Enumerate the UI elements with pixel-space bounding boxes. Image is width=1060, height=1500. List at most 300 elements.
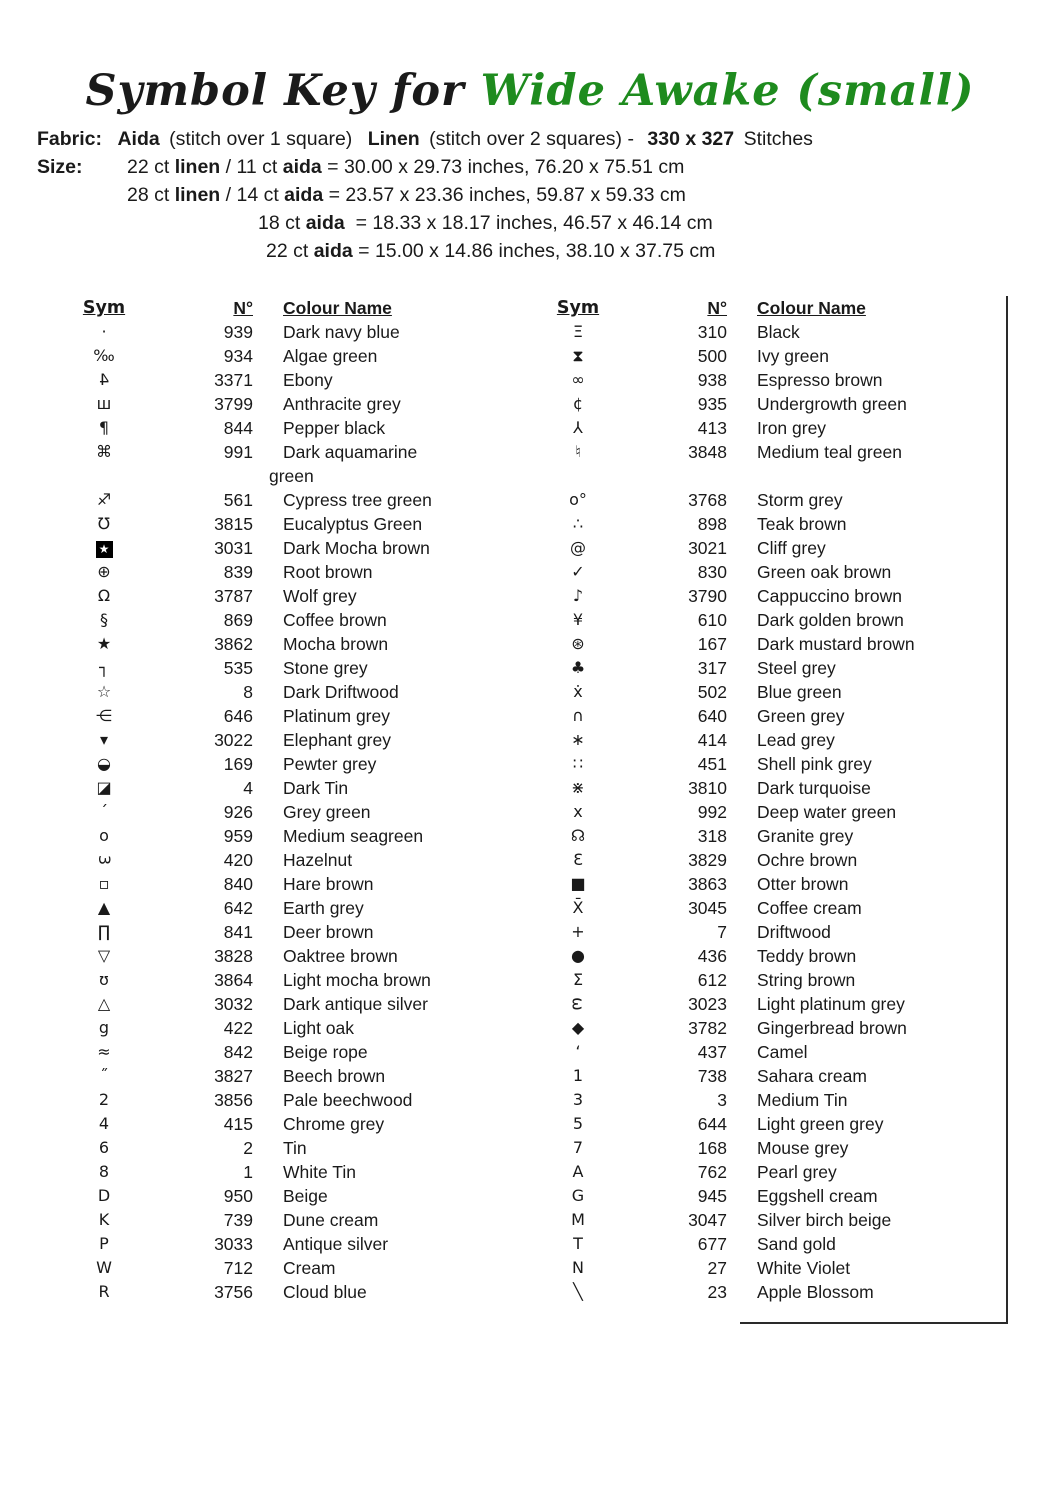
size-line xyxy=(266,240,715,263)
stitch-symbol: 5 xyxy=(572,1114,584,1133)
key-row xyxy=(534,1256,984,1280)
colour-name: Hare brown xyxy=(283,874,374,894)
colour-name: Lead grey xyxy=(757,730,835,750)
colour-name: Camel xyxy=(757,1042,808,1062)
thread-number: 935 xyxy=(697,394,727,414)
key-row xyxy=(534,1232,984,1256)
stitch-symbol: ▾ xyxy=(99,730,109,749)
stitch-symbol: ∴ xyxy=(572,514,584,533)
colour-name: Deep water green xyxy=(757,802,897,822)
colour-name: Pewter grey xyxy=(283,754,377,774)
thread-number: 414 xyxy=(697,730,727,750)
key-row xyxy=(60,680,510,704)
stitch-symbol: ⌘ xyxy=(96,442,112,461)
colour-name: Oaktree brown xyxy=(283,946,398,966)
key-row xyxy=(60,1256,510,1280)
stitch-symbol: ∷ xyxy=(572,754,584,773)
thread-number: 934 xyxy=(223,346,253,366)
stitch-symbol: ∞ xyxy=(571,370,585,389)
key-row xyxy=(60,584,510,608)
key-row xyxy=(60,1136,510,1160)
key-row xyxy=(60,1280,510,1304)
key-row xyxy=(60,704,510,728)
colour-name: Espresso brown xyxy=(757,370,883,390)
colour-name: Mouse grey xyxy=(757,1138,849,1158)
colour-name: Driftwood xyxy=(757,922,831,942)
stitches-word: Stitches xyxy=(743,128,813,150)
key-row xyxy=(534,968,984,992)
stitch-symbol: ´ xyxy=(100,802,108,821)
key-row xyxy=(534,800,984,824)
thread-number: 168 xyxy=(697,1138,727,1158)
thread-number: 677 xyxy=(697,1234,727,1254)
colour-name: Beige rope xyxy=(283,1042,368,1062)
colour-name: Ivy green xyxy=(757,346,829,366)
title-prefix: Symbol Key for xyxy=(85,66,465,116)
size-text: = 30.00 x 29.73 inches, 76.20 x 75.51 cm xyxy=(321,156,685,178)
thread-number: 898 xyxy=(697,514,727,534)
key-row xyxy=(60,1016,510,1040)
thread-number: 3782 xyxy=(688,1018,727,1038)
key-row xyxy=(534,752,984,776)
key-row xyxy=(60,368,510,392)
fabric-label: Fabric: xyxy=(37,128,103,150)
colour-name: Wolf grey xyxy=(283,586,357,606)
thread-number: 23 xyxy=(707,1282,727,1302)
colour-name: Deer brown xyxy=(283,922,374,942)
colour-name: Gingerbread brown xyxy=(757,1018,907,1038)
key-row xyxy=(60,488,510,512)
colour-name: Dark mustard brown xyxy=(757,634,915,654)
size-text: / 14 ct xyxy=(220,184,285,206)
key-row xyxy=(534,1016,984,1040)
fabric-linen: Linen xyxy=(367,128,420,150)
stitch-symbol: 8 xyxy=(98,1162,110,1181)
stitch-symbol: T xyxy=(573,1234,583,1253)
stitch-symbol: ⋇ xyxy=(571,778,585,797)
thread-number: 762 xyxy=(697,1162,727,1182)
key-row xyxy=(60,392,510,416)
colour-name: Anthracite grey xyxy=(283,394,401,414)
thread-number: 3756 xyxy=(214,1282,253,1302)
colour-name: Medium teal green xyxy=(757,442,902,462)
stitch-symbol: ⊛ xyxy=(571,634,585,653)
stitch-symbol: · xyxy=(101,322,107,341)
colour-name: Pearl grey xyxy=(757,1162,837,1182)
stitch-symbol: A xyxy=(572,1162,584,1181)
colour-name: Dark golden brown xyxy=(757,610,904,630)
thread-number: 420 xyxy=(223,850,253,870)
colour-name: Grey green xyxy=(283,802,371,822)
thread-number: 839 xyxy=(223,562,253,582)
thread-number: 991 xyxy=(223,442,253,462)
stitch-symbol: ⋲ xyxy=(96,706,112,725)
thread-number: 612 xyxy=(697,970,727,990)
colour-name: Tin xyxy=(283,1138,307,1158)
key-row xyxy=(60,824,510,848)
colour-name: Teak brown xyxy=(757,514,847,534)
thread-number: 3829 xyxy=(688,850,727,870)
size-aida: aida xyxy=(282,156,322,178)
colour-name: Ochre brown xyxy=(757,850,858,870)
stitch-symbol: ш xyxy=(96,394,112,413)
thread-number: 3787 xyxy=(214,586,253,606)
thread-number: 3862 xyxy=(214,634,253,654)
colour-name: Beech brown xyxy=(283,1066,386,1086)
stitch-symbol: 7 xyxy=(572,1138,584,1157)
colour-name: String brown xyxy=(757,970,856,990)
key-row xyxy=(534,368,984,392)
thread-number: 502 xyxy=(697,682,727,702)
thread-number: 841 xyxy=(223,922,253,942)
thread-number: 646 xyxy=(223,706,253,726)
stitch-symbol: 2 xyxy=(98,1090,110,1109)
stitch-symbol: ◆ xyxy=(571,1018,585,1037)
key-row xyxy=(534,680,984,704)
table-right-border xyxy=(1006,296,1008,1324)
colour-name: Platinum grey xyxy=(283,706,390,726)
colour-name: Black xyxy=(757,322,800,342)
key-row xyxy=(534,632,984,656)
stitch-symbol: g xyxy=(98,1018,110,1037)
stitch-symbol: ⅄ xyxy=(573,418,583,437)
colour-name: Antique silver xyxy=(283,1234,389,1254)
key-row xyxy=(534,1064,984,1088)
thread-number: 500 xyxy=(697,346,727,366)
stitch-symbol: Ω xyxy=(97,586,111,605)
colour-name: Dark Tin xyxy=(283,778,349,798)
thread-number: 167 xyxy=(697,634,727,654)
colour-name: Sand gold xyxy=(757,1234,836,1254)
key-row xyxy=(60,968,510,992)
stitch-symbol: ∗ xyxy=(571,730,585,749)
stitch-symbol: ¥ xyxy=(572,610,584,629)
colour-name: Cappuccino brown xyxy=(757,586,902,606)
thread-number: 3815 xyxy=(214,514,253,534)
colour-name: Dark turquoise xyxy=(757,778,871,798)
colour-name: Hazelnut xyxy=(283,850,353,870)
key-row xyxy=(60,896,510,920)
stitch-symbol: ● xyxy=(571,946,585,965)
key-row xyxy=(60,848,510,872)
thread-number: 3045 xyxy=(688,898,727,918)
thread-number: 561 xyxy=(223,490,253,510)
thread-number: 842 xyxy=(223,1042,253,1062)
thread-number: 938 xyxy=(697,370,727,390)
key-row xyxy=(534,536,984,560)
key-row xyxy=(534,848,984,872)
column-header-number: N° xyxy=(707,298,727,318)
colour-name: Otter brown xyxy=(757,874,849,894)
stitch-symbol: R xyxy=(98,1282,110,1301)
thread-number: 642 xyxy=(223,898,253,918)
stitch-symbol: ♪ xyxy=(572,586,584,605)
thread-number: 992 xyxy=(697,802,727,822)
stitch-symbol: ★ xyxy=(96,634,112,653)
thread-number: 1 xyxy=(243,1162,253,1182)
thread-number: 3810 xyxy=(688,778,727,798)
colour-name: Silver birch beige xyxy=(757,1210,892,1230)
thread-number: 3827 xyxy=(214,1066,253,1086)
colour-name: White Tin xyxy=(283,1162,356,1182)
fabric-aida: Aida xyxy=(117,128,160,150)
thread-number: 869 xyxy=(223,610,253,630)
key-row xyxy=(534,1040,984,1064)
key-row xyxy=(534,488,984,512)
key-row xyxy=(534,1160,984,1184)
size-text: / 11 ct xyxy=(220,156,283,178)
thread-number: 437 xyxy=(697,1042,727,1062)
size-aida: aida xyxy=(305,212,345,234)
colour-name: Medium Tin xyxy=(757,1090,848,1110)
stitch-symbol: P xyxy=(99,1234,109,1253)
key-row xyxy=(534,920,984,944)
colour-name: Cypress tree green xyxy=(283,490,432,510)
key-row xyxy=(60,344,510,368)
key-row xyxy=(534,344,984,368)
thread-number: 712 xyxy=(223,1258,253,1278)
thread-number: 959 xyxy=(223,826,253,846)
size-text: = 15.00 x 14.86 inches, 38.10 x 37.75 cm xyxy=(352,240,716,262)
column-header-sym: Sym xyxy=(82,298,126,318)
stitch-symbol: X̄ xyxy=(572,898,584,917)
fabric-line xyxy=(37,128,813,151)
stitch-symbol: ▲ xyxy=(97,898,111,917)
stitch-symbol: 4 xyxy=(98,1114,110,1133)
thread-number: 3022 xyxy=(214,730,253,750)
key-row xyxy=(60,1184,510,1208)
stitch-symbol: W xyxy=(96,1258,112,1277)
key-row xyxy=(60,1160,510,1184)
key-row xyxy=(60,608,510,632)
thread-number: 7 xyxy=(717,922,727,942)
key-row xyxy=(534,704,984,728)
thread-number: 3828 xyxy=(214,946,253,966)
stitch-symbol: ◒ xyxy=(97,754,111,773)
table-bottom-border xyxy=(740,1322,1008,1324)
thread-number: 27 xyxy=(707,1258,727,1278)
key-row xyxy=(60,512,510,536)
thread-number: 8 xyxy=(243,682,253,702)
thread-number: 3371 xyxy=(214,370,253,390)
symbol-key-column-left xyxy=(60,296,510,1304)
thread-number: 3799 xyxy=(214,394,253,414)
colour-name: Green grey xyxy=(757,706,845,726)
colour-name: Green oak brown xyxy=(757,562,892,582)
key-row xyxy=(534,584,984,608)
stitch-symbol: △ xyxy=(97,994,111,1013)
key-row xyxy=(60,656,510,680)
key-row xyxy=(534,416,984,440)
stitch-symbol: ♣ xyxy=(570,658,586,677)
stitch-symbol: ♮ xyxy=(575,442,581,461)
key-row xyxy=(60,416,510,440)
key-row xyxy=(60,872,510,896)
thread-number: 413 xyxy=(697,418,727,438)
colour-name: Ebony xyxy=(283,370,333,390)
key-row xyxy=(60,560,510,584)
key-row-spacer xyxy=(534,464,984,488)
key-row xyxy=(534,944,984,968)
thread-number: 4 xyxy=(243,778,253,798)
thread-number: 739 xyxy=(223,1210,253,1230)
column-header-sym: Sym xyxy=(556,298,600,318)
size-line xyxy=(258,212,713,235)
colour-name: Storm grey xyxy=(757,490,843,510)
stitch-symbol: ω xyxy=(569,997,588,1011)
stitch-symbol: ✓ xyxy=(571,562,585,581)
colour-name: Blue green xyxy=(757,682,842,702)
thread-number: 3047 xyxy=(688,1210,727,1230)
colour-name: Algae green xyxy=(283,346,378,366)
colour-name: Beige xyxy=(283,1186,328,1206)
thread-number: 3864 xyxy=(214,970,253,990)
size-text: = 23.57 x 23.36 inches, 59.87 x 59.33 cm xyxy=(323,184,686,206)
size-text: 28 ct xyxy=(127,184,175,206)
colour-name: Undergrowth green xyxy=(757,394,907,414)
key-row xyxy=(534,440,984,464)
key-row xyxy=(534,1184,984,1208)
colour-name: Coffee brown xyxy=(283,610,387,630)
stitch-symbol: ☆ xyxy=(96,682,112,701)
key-row xyxy=(534,1112,984,1136)
key-row xyxy=(534,776,984,800)
fabric-aida-note: (stitch over 1 square) xyxy=(169,128,353,150)
colour-name: Sahara cream xyxy=(757,1066,867,1086)
thread-number: 926 xyxy=(223,802,253,822)
thread-number: 3031 xyxy=(214,538,253,558)
key-row xyxy=(534,1208,984,1232)
stitch-symbol: ☊ xyxy=(570,826,586,845)
stitch-symbol: ‘ xyxy=(575,1042,581,1061)
colour-name: Dark navy blue xyxy=(283,322,400,342)
size-line xyxy=(127,156,684,179)
colour-name: Dark Driftwood xyxy=(283,682,399,702)
thread-number: 169 xyxy=(223,754,253,774)
thread-number: 436 xyxy=(697,946,727,966)
column-header-colour-name: Colour Name xyxy=(283,298,392,318)
stitch-symbol: ˝ xyxy=(100,1066,108,1085)
thread-number: 318 xyxy=(697,826,727,846)
colour-name: Dark Mocha brown xyxy=(283,538,430,558)
thread-number: 3 xyxy=(717,1090,727,1110)
thread-number: 422 xyxy=(223,1018,253,1038)
thread-number: 3863 xyxy=(688,874,727,894)
colour-name: Dark aquamarine green xyxy=(269,442,418,486)
stitch-symbol: ▫ xyxy=(98,874,110,893)
thread-number: 830 xyxy=(697,562,727,582)
colour-name: Pepper black xyxy=(283,418,386,438)
thread-number: 840 xyxy=(223,874,253,894)
key-row xyxy=(60,1112,510,1136)
stitch-symbol: ‰ xyxy=(93,346,115,365)
colour-name: Dune cream xyxy=(283,1210,379,1230)
stitch-symbol: 3 xyxy=(95,854,114,866)
colour-name: Apple Blossom xyxy=(757,1282,874,1302)
thread-number: 3856 xyxy=(214,1090,253,1110)
key-row xyxy=(534,1280,984,1304)
stitch-symbol: ┐ xyxy=(99,658,109,677)
colour-name: Coffee cream xyxy=(757,898,862,918)
thread-number: 945 xyxy=(697,1186,727,1206)
key-row xyxy=(60,776,510,800)
key-row xyxy=(60,920,510,944)
key-row xyxy=(534,512,984,536)
thread-number: 3790 xyxy=(688,586,727,606)
stitch-symbol: ⊕ xyxy=(97,562,111,581)
thread-number: 950 xyxy=(223,1186,253,1206)
stitch-symbol: M xyxy=(571,1210,585,1229)
key-row xyxy=(60,752,510,776)
key-row xyxy=(534,1136,984,1160)
stitch-symbol: Ɛ xyxy=(573,850,583,869)
key-row xyxy=(534,392,984,416)
stitch-symbol: ╲ xyxy=(573,1282,583,1301)
key-row xyxy=(60,728,510,752)
pattern-name: Wide Awake (small) xyxy=(480,66,975,116)
colour-name: Earth grey xyxy=(283,898,364,918)
colour-name: Chrome grey xyxy=(283,1114,385,1134)
stitch-symbol: Σ xyxy=(572,970,584,989)
colour-name: White Violet xyxy=(757,1258,851,1278)
key-row xyxy=(60,1040,510,1064)
size-text: = 18.33 x 18.17 inches, 46.57 x 46.14 cm xyxy=(344,212,713,234)
column-header-colour-name: Colour Name xyxy=(757,298,866,318)
column-header-number: N° xyxy=(233,298,253,318)
colour-name: Mocha brown xyxy=(283,634,389,654)
stitch-symbol: ẋ xyxy=(573,682,583,701)
colour-name: Teddy brown xyxy=(757,946,857,966)
thread-number: 640 xyxy=(697,706,727,726)
stitch-symbol: Ξ xyxy=(572,322,584,341)
key-row xyxy=(534,320,984,344)
stitch-symbol: 6 xyxy=(98,1138,110,1157)
stitch-symbol: ≈ xyxy=(97,1042,111,1061)
size-aida: aida xyxy=(284,184,324,206)
key-row xyxy=(60,992,510,1016)
key-row xyxy=(534,824,984,848)
colour-name: Light oak xyxy=(283,1018,355,1038)
stitch-symbol: ∩ xyxy=(572,706,584,725)
thread-number: 535 xyxy=(223,658,253,678)
colour-name: Eucalyptus Green xyxy=(283,514,423,534)
stitch-symbol: ¶ xyxy=(98,418,110,437)
size-text: 18 ct xyxy=(258,212,306,234)
key-row xyxy=(60,536,510,560)
colour-name: Granite grey xyxy=(757,826,854,846)
stitch-symbol: D xyxy=(97,1186,111,1205)
stitch-symbol: ∏ xyxy=(97,922,111,941)
key-row xyxy=(60,632,510,656)
key-row xyxy=(534,608,984,632)
key-header-row xyxy=(60,296,510,320)
key-row xyxy=(60,320,510,344)
colour-name: Elephant grey xyxy=(283,730,391,750)
thread-number: 317 xyxy=(697,658,727,678)
thread-number: 3032 xyxy=(214,994,253,1014)
stitch-symbol: @ xyxy=(570,538,586,557)
key-row xyxy=(534,872,984,896)
thread-number: 3033 xyxy=(214,1234,253,1254)
thread-number: 310 xyxy=(697,322,727,342)
colour-name: Pale beechwood xyxy=(283,1090,413,1110)
key-header-row xyxy=(534,296,984,320)
key-row xyxy=(60,1208,510,1232)
thread-number: 415 xyxy=(223,1114,253,1134)
stitch-symbol: ¢ xyxy=(572,394,584,413)
stitch-symbol: G xyxy=(571,1186,585,1205)
size-line xyxy=(127,184,686,207)
